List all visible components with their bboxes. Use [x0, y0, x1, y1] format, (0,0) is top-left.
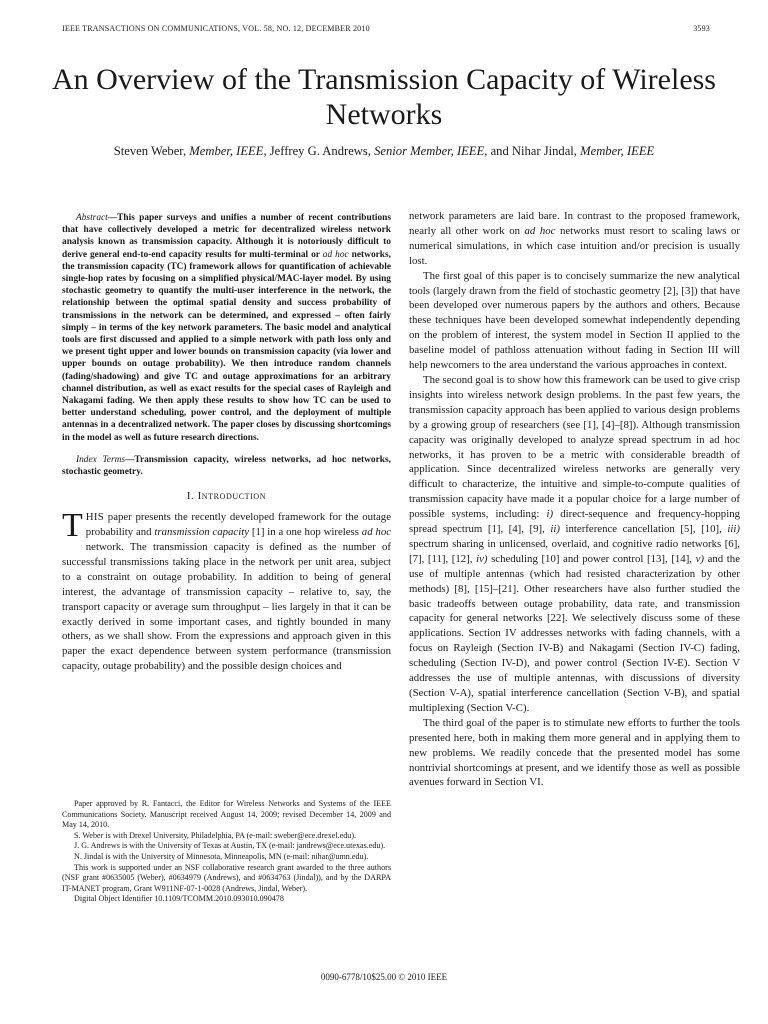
author-andrews-role: Senior Member, IEEE	[374, 144, 485, 158]
right-text-0b: networks must resort to scaling laws or numerical simulations, in which case intuition and/or precision is usually lost.	[409, 224, 740, 267]
abstract-lead: Abstract	[76, 213, 108, 223]
footnote-andrews: J. G. Andrews is with the University of Texas at Austin, TX (e-mail: jandrews@ece.utexas.edu).	[74, 841, 386, 851]
left-column	[62, 212, 391, 674]
footnote-weber: S. Weber is with Drexel University, Philadelphia, PA (e-mail: sweber@ece.drexel.edu).	[74, 830, 357, 840]
index-terms-text: —Transmission capacity, wireless networks, ad hoc networks, stochastic geometry.	[62, 454, 391, 478]
author-line	[40, 144, 728, 159]
section-numeral: I.	[186, 490, 198, 503]
intro-adhoc: ad hoc	[361, 526, 392, 539]
index-terms-lead: Index Terms	[76, 454, 126, 465]
abstract-text-2: networks, the transmission capacity (TC) framework allows for quantification of achievable single-hop rates by focusing on a simplified physical/MAC-layer model. By using stochastic geometry to quantify the multi-user interference in the network, the relationship between the optimal spatial density and success probability of transmissions in the network can be determined, and expressed – often fairly simply – in terms of the key network parameters. The basic model and analytical tools are first discussed and applied to a simple network with path loss only and we present tight upper and lower bounds on transmission capacity (via lower and upper bounds on outage probability). We then introduce random channels (fading/shadowing) and give TC and outage approximations for an arbitrary channel distribution, as well as exact results for the special cases of Rayleigh and Nakagami fading. We then apply these results to show how TC can be used to better understand scheduling, power control, and the deployment of multiple antennas in a decentralized network. The paper closes by discussing shortcomings in the model as well as future research directions.	[62, 249, 392, 443]
footnote-editor: Paper approved by R. Fantacci, the Editor for Wireless Networks and Systems of the IEEE Communications Society. Manuscript received August 14, 2009; revised December 14, 2009 and May 14, 2010.	[62, 799, 391, 830]
author-jindal: , and Nihar Jindal,	[484, 144, 577, 158]
roman-ii: ii)	[550, 523, 560, 536]
footnote-funding: This work is supported under an NSF collaborative research grant awarded to the three authors (NSF grant #0635005 (Weber), #0634979 (Andrews), and #0634763 (Jindal)), and by the DARPA IT-MANET program, Grant W911NF-07-1-0028 (Andrews, Jindal, Weber).	[62, 862, 391, 893]
right-column	[409, 209, 740, 790]
author-andrews: , Jeffrey G. Andrews,	[263, 144, 371, 158]
intro-text-3: network. The transmission capacity is defined as the number of successful transmissions taking place in the network per unit area, subject to a constraint on outage probability. In addition to being of general interest, the advantage of transmission capacity – relative to, say, the transport capacity or average sum throughput – lies largely in that it can be exactly derived in some important cases, and tightly bounded in many others, as we shall show. From the expressions and approach given in this paper the exact dependence between system performance (transmission capacity, outage probability) and the possible design choices and	[62, 540, 391, 673]
right-text-2f: and the use of multiple antennas (which had resisted characterization by other methods) [8], [15]–[21]. Other researchers have also further studied the basic tradeoffs between outage probability, data rate, and transmission capacity for general networks [22]. We selectively discuss some of these applications. Section IV addresses networks with fading channels, with a focus on Rayleigh (Section IV-B) and Nakagami (Section IV-C) fading, scheduling (Section IV-D), and power control (Section IV-E). Section V addresses the use of multiple antennas, with discussions of diversity (Section V-A), spatial interference cancellation (Section V-B), and spatial multiplexing (Section V-C).	[409, 552, 740, 714]
intro-caps: HIS	[85, 511, 105, 524]
section-heading-introduction	[62, 489, 391, 504]
author-weber-role: Member, IEEE	[189, 144, 264, 158]
copyright-footer: 0090-6778/10$25.00 © 2010 IEEE	[320, 972, 448, 982]
right-text-2d: spectrum sharing in unlicensed, overlaid, and cognitive radio networks [6], [7], [11], [12],	[409, 537, 740, 565]
roman-iv: iv)	[476, 552, 488, 565]
footnotes	[62, 799, 391, 905]
intro-text-1: paper presents the recently developed framework for the outage probability and	[85, 511, 391, 539]
intro-text-2: [1] in a one hop wireless	[249, 526, 362, 539]
right-text-2c: interference cancellation [5], [10],	[559, 523, 728, 536]
author-jindal-role: Member, IEEE	[580, 144, 655, 158]
index-terms	[62, 454, 391, 478]
paper-title: An Overview of the Transmission Capacity of Wireless Networks	[52, 63, 716, 131]
introduction-paragraph	[62, 507, 392, 674]
right-paragraph-0	[409, 209, 740, 269]
right-text-2e: scheduling [10] and power control [13], [14],	[487, 552, 696, 565]
right-text-2b: direct-sequence and frequency-hopping spread spectrum [1], [4], [9],	[409, 508, 741, 536]
journal-name: IEEE TRANSACTIONS ON COMMUNICATIONS, VOL. 58, NO. 12, DECEMBER 2010	[62, 24, 370, 33]
roman-v: v)	[695, 552, 704, 565]
right-text-0a: network parameters are laid bare. In contrast to the proposed framework, nearly all other work on	[409, 210, 740, 237]
right-paragraph-3: The third goal of the paper is to stimulate new efforts to further the tools presented here, both in making them more general and in applying them to new problems. We readily concede that the presented model has some nontrivial shortcomings at present, and we identify those as well as possible avenues forward in Section VI.	[409, 716, 740, 789]
abstract	[62, 212, 391, 444]
running-head	[62, 24, 710, 36]
author-weber: Steven Weber,	[113, 144, 187, 158]
footnote-doi: Digital Object Identifier 10.1109/TCOMM.2010.093010.090478	[74, 894, 284, 904]
footnote-jindal: N. Jindal is with the University of Minnesota, Minneapolis, MN (e-mail: nihar@umn.edu).	[74, 851, 369, 861]
intro-tc: transmission capacity	[154, 526, 250, 539]
abstract-text-1: —This paper surveys and unifies a number of recent contributions that have collectively developed a metric for decentralized wireless network analysis known as transmission capacity. Although it is notoriously difficult to derive general end-to-end capacity results for multi-terminal or	[62, 213, 391, 260]
roman-i: i)	[546, 508, 554, 521]
drop-cap: T	[62, 507, 83, 545]
page-number: 3593	[693, 24, 710, 33]
section-title: Introduction	[197, 490, 267, 503]
roman-iii: iii)	[727, 523, 740, 536]
right-paragraph-2	[409, 373, 740, 716]
abstract-adhoc: ad hoc	[322, 249, 349, 260]
right-text-2a: The second goal is to show how this framework can be used to give crisp insights into wireless network design problems. In the past few years, the transmission capacity approach has been applied to various design problems by a growing group of researchers (see [1], [4]–[8]). Although transmission capacity was originally developed to analyze spread spectrum in ad hoc networks, it has proven to be a metric with considerable breadth of application. Since decentralized wireless networks are generally very difficult to characterize, the intuitive and simple-to-compute qualities of transmission capacity have made it a popular choice for a large number of possible systems, including:	[409, 373, 740, 521]
right-adhoc: ad hoc	[524, 224, 556, 237]
right-paragraph-1: The first goal of this paper is to concisely summarize the new analytical tools (largely drawn from the field of stochastic geometry [2], [3]) that have been developed over numerous papers by the authors and others. Because these techniques have been developed somewhat independently depending on the problem of interest, the system model in Section II applied to the baseline model of pathloss attenuation without fading in Section III will help newcomers to the area understand the various approaches in context.	[409, 269, 740, 372]
